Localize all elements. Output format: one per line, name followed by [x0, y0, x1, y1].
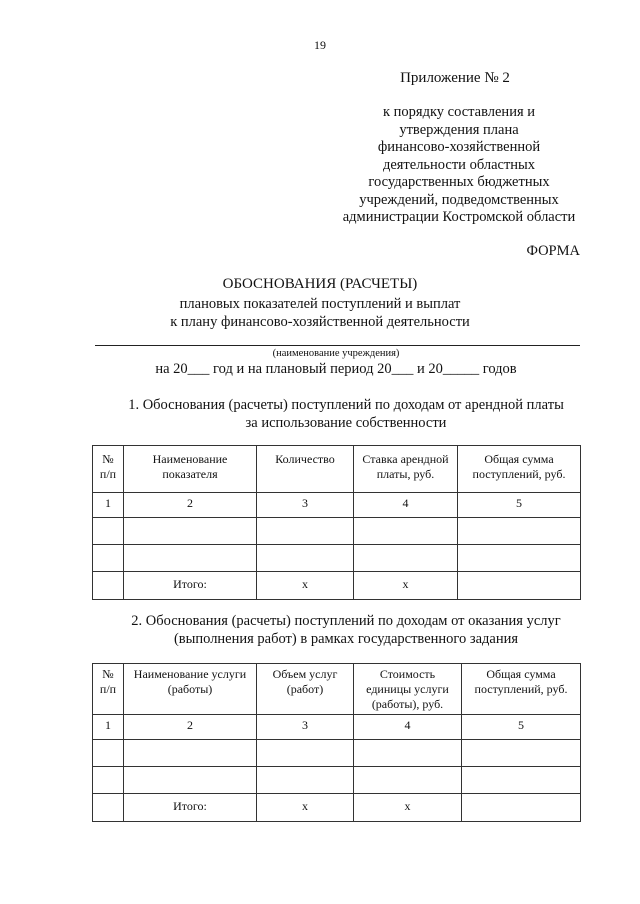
total-mark: x	[354, 572, 458, 600]
total-mark: x	[354, 794, 462, 822]
subtitle-line-1: плановых показателей поступлений и выплат	[179, 296, 461, 312]
section-2-title-line-1: 2. Обоснования (расчеты) поступлений по доходам от оказания услуг	[131, 613, 561, 629]
section-1-title-line-1: 1. Обоснования (расчеты) поступлений по доходам от арендной платы	[128, 397, 564, 413]
appendix-line: к порядку составления и	[382, 104, 536, 120]
empty-cell	[93, 518, 124, 545]
appendix-title: Приложение № 2	[400, 70, 510, 86]
appendix-line: утверждения плана	[399, 121, 519, 138]
section-2-title-line-2: (выполнения работ) в рамках государственного задания	[173, 631, 519, 647]
empty-cell	[257, 740, 354, 767]
appendix-line: администрации Костромской области	[342, 209, 576, 225]
empty-cell	[462, 740, 581, 767]
empty-cell	[124, 545, 257, 572]
empty-cell	[93, 572, 124, 600]
section-2-table	[92, 663, 581, 822]
number-cell: 1	[93, 493, 124, 518]
appendix-line: учреждений, подведомственных	[359, 191, 559, 208]
subtitle-line-2: к плану финансово-хозяйственной деятельности	[170, 314, 470, 330]
number-cell: 2	[124, 715, 257, 740]
empty-cell	[354, 545, 458, 572]
period-line: на 20___ год и на плановый период 20___ и 20_____ годов	[155, 361, 517, 377]
empty-cell	[462, 767, 581, 794]
total-mark: x	[257, 794, 354, 822]
empty-cell	[458, 545, 581, 572]
empty-cell	[93, 740, 124, 767]
table-total-row	[93, 794, 581, 822]
appendix-reference	[330, 104, 588, 227]
document-subtitle	[0, 295, 640, 331]
number-cell: 1	[93, 715, 124, 740]
total-label: Итого:	[124, 572, 257, 600]
header-cell: Количество	[257, 446, 354, 493]
empty-cell	[93, 794, 124, 822]
table-row	[93, 767, 581, 794]
empty-cell	[257, 545, 354, 572]
number-cell: 4	[354, 493, 458, 518]
header-cell: Объем услуг (работ)	[257, 664, 354, 715]
empty-cell	[124, 767, 257, 794]
appendix-line: государственных бюджетных	[368, 174, 550, 190]
section-1-table	[92, 445, 581, 600]
table-row	[93, 518, 581, 545]
header-cell: Наименование показателя	[124, 446, 257, 493]
table-numbering-row	[93, 493, 581, 518]
form-label: ФОРМА	[526, 243, 580, 259]
number-cell: 5	[462, 715, 581, 740]
page-number: 19	[314, 38, 326, 52]
institution-name-line	[95, 345, 580, 346]
empty-cell	[124, 518, 257, 545]
header-cell: Ставка арендной платы, руб.	[354, 446, 458, 493]
empty-cell	[354, 518, 458, 545]
empty-cell	[458, 572, 581, 600]
empty-cell	[354, 740, 462, 767]
empty-cell	[93, 767, 124, 794]
empty-cell	[257, 767, 354, 794]
empty-cell	[462, 794, 581, 822]
empty-cell	[354, 767, 462, 794]
appendix-line: деятельности областных	[382, 156, 536, 173]
table-numbering-row	[93, 715, 581, 740]
number-cell: 4	[354, 715, 462, 740]
section-1-title	[92, 396, 600, 432]
empty-cell	[257, 518, 354, 545]
empty-cell	[458, 518, 581, 545]
number-cell: 2	[124, 493, 257, 518]
header-cell: Общая сумма поступлений, руб.	[462, 664, 581, 715]
empty-cell	[124, 740, 257, 767]
document-title: ОБОСНОВАНИЯ (РАСЧЕТЫ)	[222, 276, 418, 292]
number-cell: 3	[257, 493, 354, 518]
section-2-title	[92, 612, 600, 648]
header-cell: Стоимость единицы услуги (работы), руб.	[354, 664, 462, 715]
appendix-line: финансово-хозяйственной	[377, 139, 541, 155]
table-row	[93, 740, 581, 767]
header-cell: Наименование услуги (работы)	[124, 664, 257, 715]
header-cell: № п/п	[93, 664, 124, 715]
section-1-title-line-2: за использование собственности	[245, 415, 447, 431]
number-cell: 3	[257, 715, 354, 740]
table-row	[93, 545, 581, 572]
header-cell: Общая сумма поступлений, руб.	[458, 446, 581, 493]
total-label: Итого:	[124, 794, 257, 822]
institution-note: (наименование учреждения)	[272, 348, 400, 359]
header-cell: № п/п	[93, 446, 124, 493]
table-header-row	[93, 664, 581, 715]
empty-cell	[93, 545, 124, 572]
table-header-row	[93, 446, 581, 493]
table-total-row	[93, 572, 581, 600]
total-mark: x	[257, 572, 354, 600]
number-cell: 5	[458, 493, 581, 518]
